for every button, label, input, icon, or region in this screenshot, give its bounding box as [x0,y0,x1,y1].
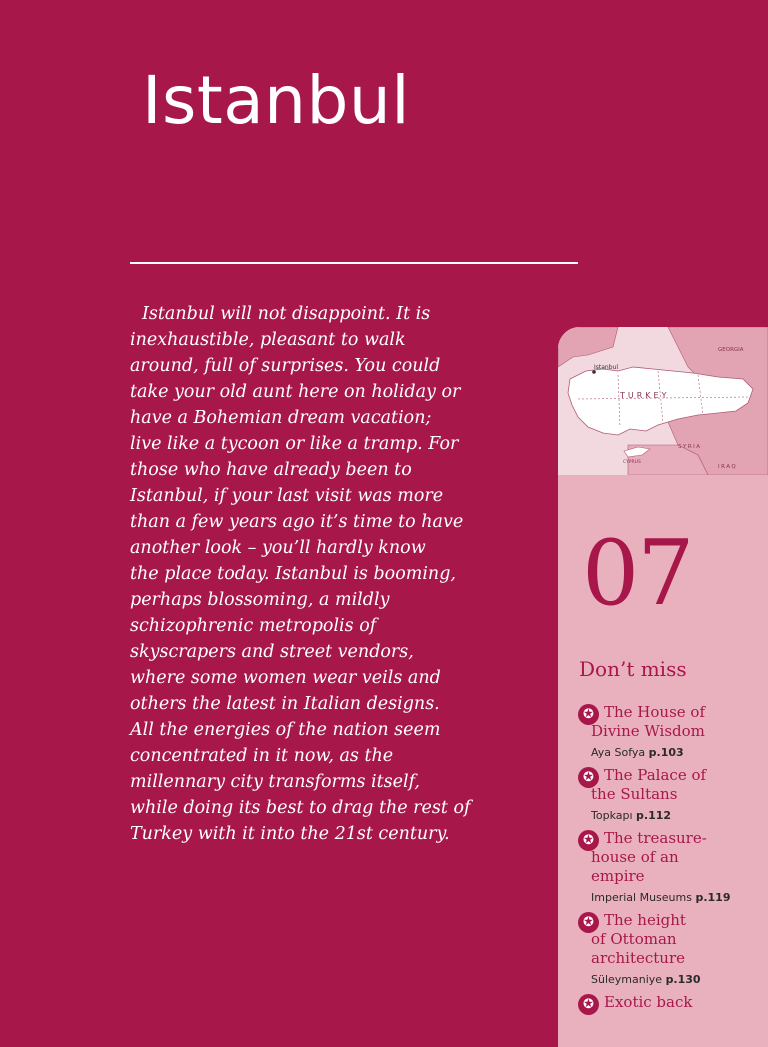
item-page: p.112 [636,809,672,822]
intro-line: take your old aunt here on holiday or [130,382,461,402]
map-graphic [558,327,768,475]
intro-line: have a Bohemian dream vacation; [130,408,432,428]
dont-miss-item [578,703,758,759]
item-place: Topkapı [591,809,633,822]
chapter-title: Istanbul [142,62,411,139]
dont-miss-item [578,829,758,904]
map-label-iraq: IRAQ [718,464,738,470]
intro-line: live like a tycoon or like a tramp. For [130,434,459,454]
intro-line: Istanbul, if your last visit was more [130,486,444,506]
star-icon: ✪ [578,912,599,933]
dont-miss-item [578,766,758,822]
dont-miss-heading: Don’t miss [579,657,687,681]
item-reference [578,809,758,822]
map-label-cyprus: CYPRUS [623,460,641,465]
dont-miss-item [578,993,758,1012]
chapter-number: 07 [582,521,693,626]
map-label-turkey: TURKEY [620,391,670,400]
sidebar-panel [558,327,768,1047]
item-page: p.130 [665,973,701,986]
intro-paragraph [130,301,530,847]
intro-line: those who have already been to [130,460,412,480]
map-label-syria: SYRIA [678,444,702,450]
locator-map [558,327,768,475]
item-page: p.119 [695,891,731,904]
intro-line: around, full of surprises. You could [130,356,441,376]
intro-line: while doing its best to drag the rest of [130,798,471,818]
intro-line: others the latest in Italian designs. [130,694,440,714]
intro-line: than a few years ago it’s time to have [130,512,464,532]
item-place: Aya Sofya [591,746,646,759]
item-title: The height of Ottoman architecture [591,911,686,967]
item-reference [578,973,758,986]
intro-line: concentrated in it now, as the [130,746,394,766]
star-icon: ✪ [578,830,599,851]
item-title: The Palace of the Sultans [591,766,707,803]
intro-line: skyscrapers and street vendors, [130,642,414,662]
dont-miss-item [578,911,758,986]
item-place: Süleymaniye [591,973,663,986]
item-reference [578,891,758,904]
item-title: The treasure- house of an empire [591,829,707,885]
intro-line: the place today. Istanbul is booming, [130,564,456,584]
map-label-istanbul: Istanbul [594,364,619,371]
intro-line: where some women wear veils and [130,668,441,688]
intro-line: Turkey with it into the 21st century. [130,824,450,844]
star-icon: ✪ [578,704,599,725]
dont-miss-list [578,703,758,1019]
intro-line: All the energies of the nation seem [130,720,441,740]
intro-line: inexhaustible, pleasant to walk [130,330,406,350]
intro-line: millennary city transforms itself, [130,772,420,792]
star-icon: ✪ [578,994,599,1015]
map-label-georgia: GEORGIA [718,347,744,353]
intro-line: Istanbul will not disappoint. It is [142,304,431,324]
intro-line: another look – you’ll hardly know [130,538,426,558]
item-title: The House of Divine Wisdom [591,703,706,740]
star-icon: ✪ [578,767,599,788]
item-place: Imperial Museums [591,891,692,904]
item-title: Exotic back [604,993,693,1011]
item-page: p.103 [648,746,684,759]
intro-line: schizophrenic metropolis of [130,616,377,636]
intro-line: perhaps blossoming, a mildly [130,590,390,610]
title-rule [130,262,578,264]
item-reference [578,746,758,759]
